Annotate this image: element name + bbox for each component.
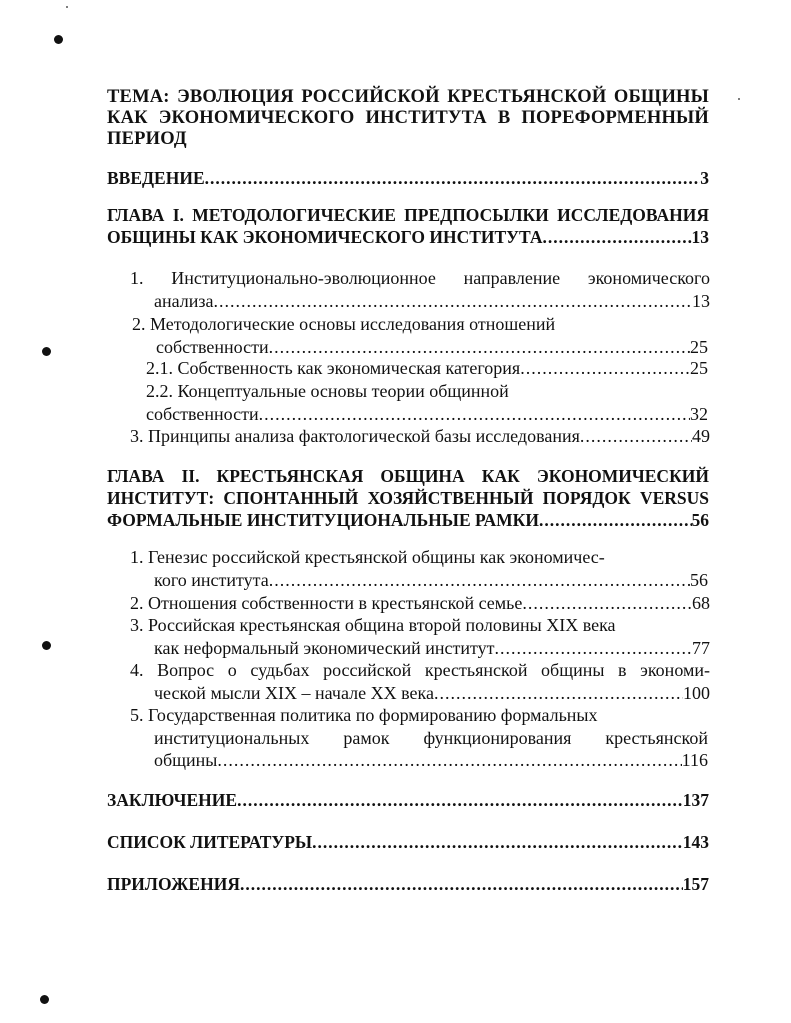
toc-page-number: 13 xyxy=(691,227,709,247)
toc-page-number: 68 xyxy=(692,593,710,613)
section-title-line: 3. Российская крестьянская община второй половины XIX века xyxy=(130,615,616,635)
dot-leader xyxy=(240,873,683,895)
toc-page-number: 56 xyxy=(690,569,708,590)
toc-page-number: 116 xyxy=(681,750,708,770)
toc-page-number: 3 xyxy=(700,168,709,188)
dot-leader xyxy=(434,682,683,705)
section-title: 2. Отношения собственности в крестьянской семье xyxy=(130,593,523,613)
dot-leader xyxy=(522,592,692,615)
toc-page-number: 77 xyxy=(692,637,710,658)
section-title-line: общины xyxy=(154,750,218,770)
dot-leader xyxy=(217,749,681,772)
toc-page-number: 32 xyxy=(690,403,708,424)
scan-speck xyxy=(66,6,68,8)
toc-subsection-2-1[interactable] xyxy=(146,357,708,380)
dot-leader xyxy=(237,789,683,811)
toc-page-number: 49 xyxy=(692,426,710,446)
section-title-line: собственности xyxy=(156,336,269,357)
toc-section-2-4[interactable] xyxy=(130,659,710,704)
dot-leader xyxy=(580,425,692,448)
document-title: ТЕМА: ЭВОЛЮЦИЯ РОССИЙСКОЙ КРЕСТЬЯНСКОЙ ОБЩИНЫ КАК ЭКОНОМИЧЕСКОГО ИНСТИТУТА В ПОРЕФОРМЕННЫЙ ПЕРИОД xyxy=(107,87,709,149)
toc-page-number: 25 xyxy=(690,358,708,378)
toc-page-number: 157 xyxy=(682,874,709,894)
toc-entry-label: ВВЕДЕНИЕ xyxy=(107,168,205,188)
dot-leader xyxy=(269,569,690,592)
toc-page-number: 143 xyxy=(682,832,709,852)
binding-hole-mark xyxy=(42,641,51,650)
section-title-line: анализа xyxy=(154,290,214,311)
toc-entry-introduction[interactable] xyxy=(107,167,709,189)
toc-section-2-1[interactable] xyxy=(130,546,708,591)
dot-leader xyxy=(520,357,690,380)
dot-leader xyxy=(539,509,692,531)
toc-section-1-1[interactable] xyxy=(130,267,710,312)
section-title-line: 1. Генезис российской крестьянской общины как экономичес- xyxy=(130,547,605,567)
toc-page-number: 137 xyxy=(682,790,709,810)
toc-chapter-1[interactable] xyxy=(107,204,709,248)
binding-hole-mark xyxy=(40,995,49,1004)
dot-leader xyxy=(213,290,692,313)
section-title: 3. Принципы анализа фактологической базы исследования xyxy=(130,426,580,446)
subsection-title-line: 2.2. Концептуальные основы теории общинной xyxy=(146,381,509,401)
binding-hole-mark xyxy=(42,347,51,356)
toc-page-number: 13 xyxy=(692,290,710,311)
section-title-line: 2. Методологические основы исследования отношений xyxy=(132,314,556,334)
chapter-heading-line: ОБЩИНЫ КАК ЭКОНОМИЧЕСКОГО ИНСТИТУТА xyxy=(107,227,543,247)
subsection-title-line: собственности xyxy=(146,403,259,424)
section-title-line: как неформальный экономический институт xyxy=(154,637,495,658)
section-title-line: 1. Институционально-эволюционное направление экономического xyxy=(130,268,710,288)
dot-leader xyxy=(312,831,683,853)
toc-entry-appendix[interactable] xyxy=(107,873,709,895)
section-title-line: ческой мысли XIX – начале XX века xyxy=(154,682,434,703)
section-title-line: 4. Вопрос о судьбах российской крестьянской общины в экономи- xyxy=(130,660,710,680)
toc-page-number: 100 xyxy=(683,682,710,703)
dot-leader xyxy=(205,167,701,189)
section-title-line: кого института xyxy=(154,569,269,590)
toc-page-number: 56 xyxy=(691,510,709,530)
toc-entry-label: ПРИЛОЖЕНИЯ xyxy=(107,874,240,894)
chapter-heading-line: ГЛАВА II. КРЕСТЬЯНСКАЯ ОБЩИНА КАК ЭКОНОМИЧЕСКИЙ xyxy=(107,466,709,486)
chapter-heading-line: ИНСТИТУТ: СПОНТАННЫЙ ХОЗЯЙСТВЕННЫЙ ПОРЯДОК VERSUS xyxy=(107,488,709,508)
toc-section-2-3[interactable] xyxy=(130,614,710,659)
scan-speck xyxy=(738,98,740,100)
toc-section-2-5[interactable] xyxy=(130,704,708,772)
toc-section-2-2[interactable] xyxy=(130,592,710,615)
toc-page-number: 25 xyxy=(690,336,708,357)
dot-leader xyxy=(542,226,691,248)
chapter-heading-line: ГЛАВА I. МЕТОДОЛОГИЧЕСКИЕ ПРЕДПОСЫЛКИ ИССЛЕДОВАНИЯ xyxy=(107,205,709,225)
toc-entry-conclusion[interactable] xyxy=(107,789,709,811)
toc-section-1-2[interactable] xyxy=(132,313,708,358)
dot-leader xyxy=(495,637,692,660)
chapter-heading-line: ФОРМАЛЬНЫЕ ИНСТИТУЦИОНАЛЬНЫЕ РАМКИ xyxy=(107,510,539,530)
toc-entry-label: ЗАКЛЮЧЕНИЕ xyxy=(107,790,238,810)
binding-hole-mark xyxy=(54,35,63,44)
toc-entry-references[interactable] xyxy=(107,831,709,853)
toc-entry-label: СПИСОК ЛИТЕРАТУРЫ xyxy=(107,832,313,852)
dot-leader xyxy=(259,403,690,426)
toc-chapter-2[interactable] xyxy=(107,465,709,531)
section-title-line: институциональных рамок функционирования крестьянской xyxy=(154,727,708,748)
dot-leader xyxy=(269,336,690,359)
toc-section-1-3[interactable] xyxy=(130,425,710,448)
subsection-title: 2.1. Собственность как экономическая категория xyxy=(146,358,521,378)
toc-subsection-2-2[interactable] xyxy=(146,380,708,425)
section-title-line: 5. Государственная политика по формированию формальных xyxy=(130,705,598,725)
